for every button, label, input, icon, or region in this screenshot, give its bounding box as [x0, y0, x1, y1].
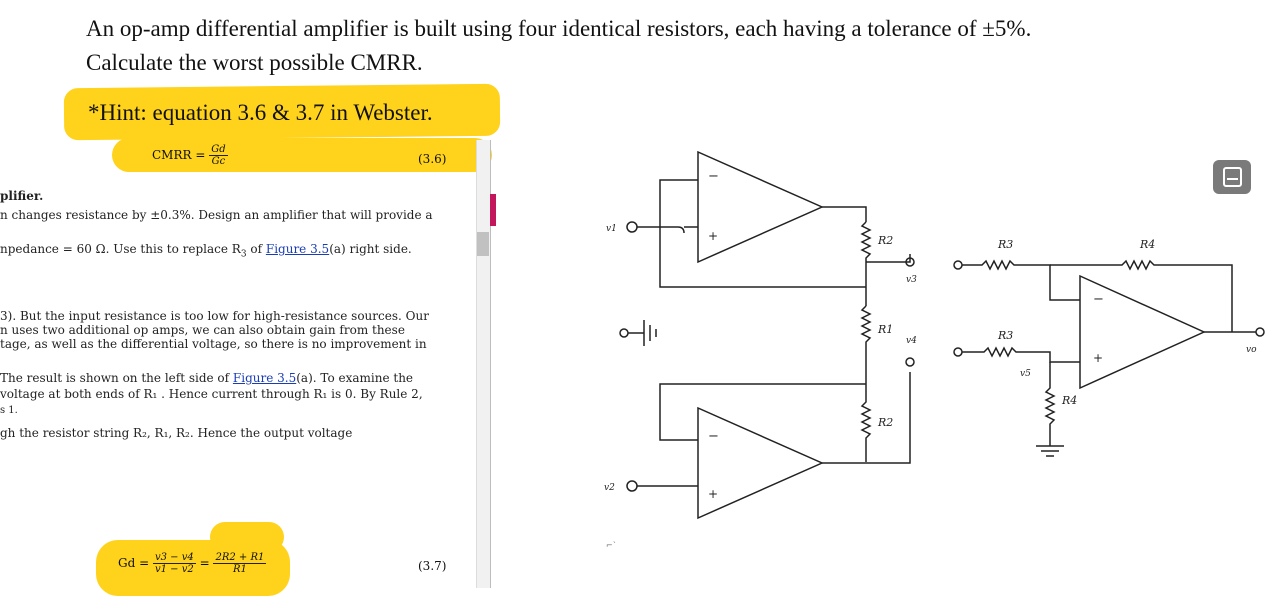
doc-line-9: s 1.: [0, 405, 18, 416]
doc-line-8: voltage at both ends of R₁ . Hence current through R₁ is 0. By Rule 2,: [0, 387, 423, 401]
doc-line-10: gh the resistor string R₂, R₁, R₂. Hence the output voltage: [0, 426, 353, 440]
eq37-f1-denominator: v1 − v2: [154, 564, 194, 575]
eq36-number: (3.6): [418, 152, 447, 166]
eq36-denominator: Gc: [211, 156, 226, 167]
doc-line-6: tage, as well as the differential voltage, so there is no improvement in: [0, 337, 427, 351]
eq37-f1-numerator: v3 − v4: [154, 552, 194, 563]
resistor-r4-bottom: [1046, 362, 1054, 446]
opamp2-feedback: [660, 384, 866, 440]
opamp1-output: [822, 207, 866, 222]
hint-text: *Hint: equation 3.6 & 3.7 in Webster.: [88, 100, 433, 125]
r4-bottom-label: R4: [1062, 394, 1078, 407]
v1-label: v1: [606, 224, 617, 234]
opamp2-minus: −: [708, 429, 719, 444]
vo-terminal: [1256, 328, 1264, 336]
opamp3-plus: +: [1093, 351, 1104, 365]
eq37-f2-denominator: R1: [232, 564, 247, 575]
resistor-r1: [862, 306, 870, 372]
doc-line-7-end: (a). To examine the: [296, 371, 414, 385]
v3-wire: [866, 254, 910, 262]
doc-line-7-text: The result is shown on the left side of: [0, 371, 233, 385]
v2-label: v2: [604, 483, 615, 493]
viewer-float-button[interactable]: [1213, 160, 1251, 194]
v2-terminal: [627, 481, 637, 491]
doc-line-3-end: (a) right side.: [329, 242, 412, 256]
v4-terminal: [906, 358, 914, 366]
v3-label: v3: [906, 275, 917, 285]
opamp1-minus: −: [708, 169, 719, 184]
r3-bottom-terminal: [954, 348, 962, 356]
vo-label: vo: [1246, 345, 1257, 355]
r1-label: R1: [878, 323, 894, 336]
doc-line-1: plifier.: [0, 189, 44, 203]
resistor-r4-top: [1050, 261, 1232, 332]
stray-mark: ⌐`: [606, 541, 617, 550]
resistor-r2-bottom: [862, 372, 870, 462]
question-line-1: An op-amp differential amplifier is built using four identical resistors, each having a tolerance of ±5%.: [86, 16, 1032, 41]
eq37-equals: =: [199, 556, 210, 570]
opamp2-plus: +: [708, 487, 719, 501]
doc-line-3-sub: 3: [240, 249, 247, 260]
doc-line-3-of: of: [246, 242, 266, 256]
v4-label: v4: [906, 336, 917, 346]
r3-bottom-label: R3: [998, 329, 1014, 342]
ground-symbol-right: [1036, 446, 1064, 456]
opamp3-minus: −: [1093, 292, 1104, 307]
resistor-r3-bottom: [962, 348, 1080, 362]
r3-top-label: R3: [998, 238, 1014, 251]
eq36-numerator: Gd: [211, 144, 226, 155]
v1-terminal: [627, 222, 637, 232]
doc-line-3-text: npedance = 60 Ω. Use this to replace R: [0, 242, 241, 256]
r2-top-label: R2: [878, 234, 894, 247]
eq37-lhs: Gd =: [118, 556, 150, 570]
eq37-f2-numerator: 2R2 + R1: [215, 552, 265, 563]
v1-wire: [637, 227, 698, 233]
doc-line-2: n changes resistance by ±0.3%. Design an amplifier that will provide a: [0, 208, 433, 222]
ground-terminal: [620, 329, 628, 337]
ground-symbol: [628, 320, 656, 346]
r2-bottom-label: R2: [878, 416, 894, 429]
question-line-2: Calculate the worst possible CMRR.: [86, 50, 423, 75]
doc-line-4: 3). But the input resistance is too low for high-resistance sources. Our: [0, 309, 429, 323]
resistor-r3-top: [962, 261, 1080, 300]
r3-top-terminal: [954, 261, 962, 269]
copy-icon: [1213, 160, 1251, 194]
resistor-r2-top: [862, 222, 870, 306]
eq37-number: (3.7): [418, 559, 447, 573]
doc-line-5: n uses two additional op amps, we can also obtain gain from these: [0, 323, 405, 337]
eq36-lhs: CMRR =: [152, 148, 206, 162]
figure-3-5-link-2[interactable]: Figure 3.5: [232, 371, 297, 385]
opamp-2: [698, 408, 822, 518]
opamp1-plus: +: [708, 229, 719, 243]
r4-top-label: R4: [1140, 238, 1156, 251]
v5-label: v5: [1020, 369, 1031, 379]
figure-3-5-link[interactable]: Figure 3.5: [265, 242, 330, 256]
